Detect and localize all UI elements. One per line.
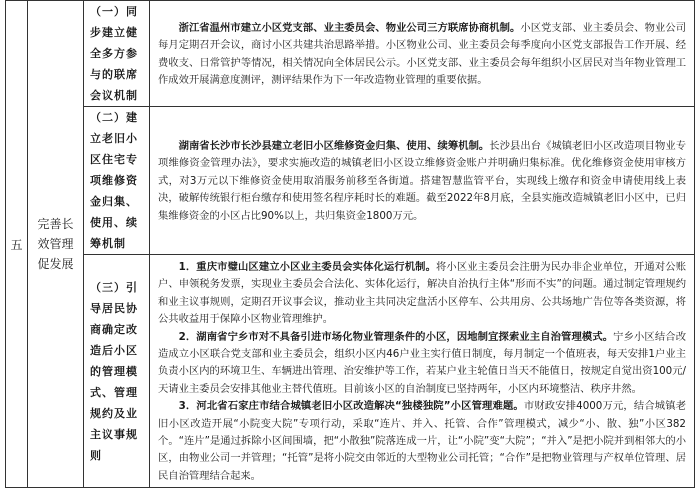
paragraph-lead: 2．湖南省宁乡市对不具备引进市场化物业管理条件的小区，因地制宜探索业主自治管理模式。 xyxy=(178,330,614,343)
paragraph-lead: 1．重庆市璧山区建立小区业主委员会实体化运行机制。 xyxy=(178,261,436,273)
paragraph xyxy=(158,329,686,399)
paragraph xyxy=(158,20,686,90)
paragraph-text: 宁乡小区结合改造成立小区联合党支部和业主委员会，组织小区内46户业主实行值日制度，每月制定一个值班表，每天安排1户业主负责小区内的环境卫生、车辆进出管理、治安维护等工作，若某户业主轮值日当天不能值日，按规定自觉出资100元/天请业主委员会安排其他业主替代值班。目前该小区的自治制度已坚持两年，小区内环境整洁、秩序井然。 xyxy=(158,330,686,395)
row-subheading: （一）同步建立健全多方参与的联席会议机制 xyxy=(84,1,150,107)
table-row xyxy=(6,107,695,255)
paragraph-text: 将小区业主委员会注册为民办非企业单位，开通对公账户、申领税务发票，实现业主委员会合法化、实体化运行，解决自治执行主体“形而不实”的问题。通过制定管理规约和业主议事规则，定期召开议事会议，推动业主共同决定盘活小区停车、公共用房、公共场地广告位等各类资源，将公共收益用于保障小区物业管理维护。 xyxy=(158,261,686,326)
row-content xyxy=(150,1,695,107)
row-content xyxy=(150,107,695,255)
paragraph-lead: 湖南省长沙市长沙县建立老旧小区维修资金归集、使用、续筹机制。 xyxy=(178,139,490,152)
paragraph-text: 小区党支部、业主委员会、物业公司每月定期召开会议，商讨小区共建共治思路举措。小区物业公司、业主委员会每季度向小区党支部报告工作开展、经费收支、日常管护等情况，相关情况向全体居民公示。小区党支部、业主委员会每年组织小区居民对当年物业管理工作成效开展满意度测评，测评结果作为下一年改造物业管理的重要依据。 xyxy=(158,21,687,86)
row-content xyxy=(150,255,695,488)
paragraph xyxy=(158,259,686,329)
section-category: 完善长效管理促发展 xyxy=(28,1,84,488)
paragraph xyxy=(158,398,686,485)
table-row xyxy=(6,255,695,488)
paragraph xyxy=(158,138,686,225)
row-subheading: （三）引导居民协商确定改造后小区的管理模式、管理规约及业主议事规则 xyxy=(84,255,150,488)
paragraph-text: 长沙县出台《城镇老旧小区改造项目物业专项维修资金管理办法》，要求实施改造的城镇老旧小区设立维修资金账户并明确归集标准。优化维修资金使用审核方式，对3万元以下维修资金使用取消服务前移至各街道。搭建智慧监管平台，实现线上缴存和资金申请使用线上表决，破解传统银行柜台缴存和使用签名程序耗时长的难题。截至2022年8月底，全县实施改造城镇老旧小区中，已归集维修资金的小区占比90%以上，共归集资金1800万元。 xyxy=(158,139,687,222)
policy-table xyxy=(5,0,695,488)
table-row xyxy=(6,1,695,107)
paragraph-text: 市财政安排4000万元，结合城镇老旧小区改造开展“小院变大院”专项行动，采取“连片、并入、托管、合作”管理模式，减少“小、散、独”小区382个。“连片”是通过拆除小区间围墙，把“小散独”院落连成一片，让“小院”变“大院”；“并入”是把小院并到相邻大的小区，由物业公司一并管理；“托管”是将小院交由邻近的大型物业公司托管；“合作”是把物业管理与产权单位管理、居民自治管理结合起来。 xyxy=(158,400,686,482)
paragraph-lead: 浙江省温州市建立小区党支部、业主委员会、物业公司三方联席协商机制。 xyxy=(178,21,521,34)
section-number: 五 xyxy=(6,1,28,488)
paragraph-lead: 3．河北省石家庄市结合城镇老旧小区改造解决“独楼独院”小区管理难题。 xyxy=(178,400,524,413)
row-subheading: （二）建立老旧小区住宅专项维修资金归集、使用、续筹机制 xyxy=(84,107,150,255)
